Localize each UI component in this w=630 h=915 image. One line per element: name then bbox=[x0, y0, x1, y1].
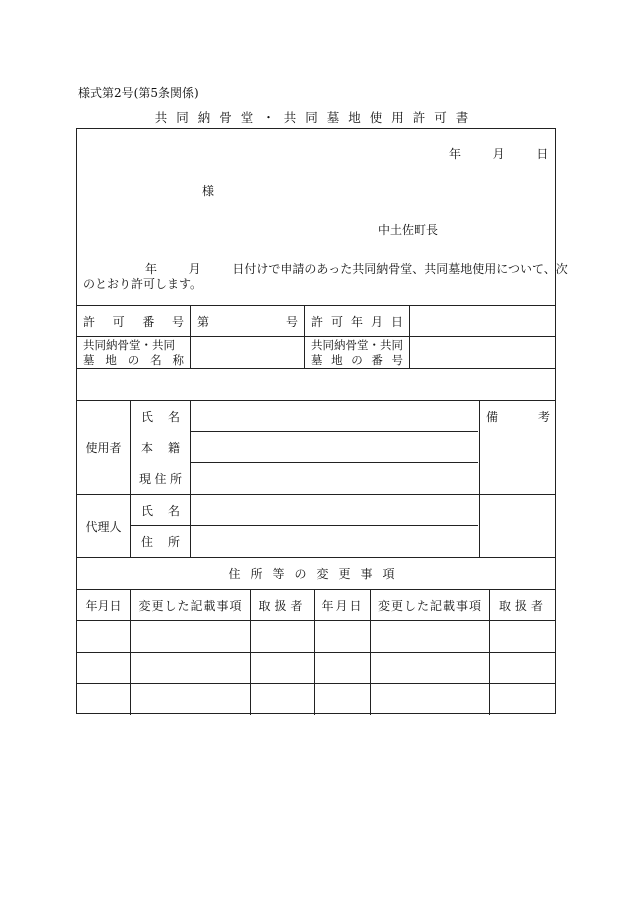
permit-number-label bbox=[77, 306, 190, 336]
agent-section-label: 代理人 bbox=[85, 519, 122, 534]
blank-row[interactable] bbox=[77, 369, 556, 400]
document-title: 共同納骨堂・共同墓地使用許可書 bbox=[154, 110, 478, 125]
col-changed-entry-1: 変更した記載事項 bbox=[138, 598, 243, 613]
permit-form bbox=[76, 128, 568, 714]
col-date-1: 年月日 bbox=[85, 598, 122, 613]
col-changed-entry-2: 変更した記載事項 bbox=[377, 598, 482, 613]
char: 籍 bbox=[167, 440, 180, 455]
user-address-label bbox=[131, 463, 190, 494]
col-date-2: 年月日 bbox=[321, 598, 364, 613]
user-address-value[interactable] bbox=[191, 463, 479, 494]
notice-line-2: のとおり許可します。 bbox=[83, 277, 203, 291]
char: 名 bbox=[150, 352, 162, 367]
char: 墓 bbox=[311, 352, 323, 367]
agent-address-value[interactable] bbox=[191, 526, 479, 557]
change-row[interactable] bbox=[77, 621, 556, 652]
char: 可 bbox=[330, 314, 343, 329]
dai-prefix: 第 bbox=[197, 314, 210, 329]
col-handler-1: 取扱者 bbox=[258, 598, 307, 613]
agent-name-value[interactable] bbox=[191, 495, 479, 525]
char: 氏 bbox=[141, 503, 154, 518]
col-handler-2: 取扱者 bbox=[498, 598, 547, 613]
char: 月 bbox=[370, 314, 383, 329]
form-id: 様式第2号(第5条関係) bbox=[78, 86, 199, 100]
permit-number-value[interactable] bbox=[191, 306, 304, 336]
char: 地 bbox=[105, 352, 117, 367]
facility-name-label-line2 bbox=[83, 353, 184, 368]
notice-line-1 bbox=[145, 260, 568, 277]
agent-address-label bbox=[131, 526, 190, 557]
user-name-value[interactable] bbox=[191, 401, 479, 431]
char: 名 bbox=[167, 409, 180, 424]
char: 本 bbox=[141, 440, 154, 455]
facility-name-value[interactable] bbox=[191, 337, 304, 368]
char: 許 bbox=[83, 314, 96, 329]
changes-heading: 住所等の変更事項 bbox=[228, 567, 405, 581]
issuer-name: 中土佐町長 bbox=[378, 223, 439, 237]
date-line bbox=[449, 145, 548, 162]
date-month: 月 bbox=[492, 147, 505, 161]
facility-name-label bbox=[77, 337, 190, 368]
facility-name-label-line1: 共同納骨堂・共同 bbox=[83, 337, 175, 352]
char: 氏 bbox=[141, 409, 154, 424]
char: 日 bbox=[390, 314, 403, 329]
char: 考 bbox=[537, 409, 550, 424]
permit-date-value[interactable] bbox=[410, 306, 556, 336]
char: 名 bbox=[167, 503, 180, 518]
agent-name-label bbox=[131, 495, 190, 525]
facility-number-label bbox=[305, 337, 409, 368]
user-section-label: 使用者 bbox=[85, 441, 122, 455]
facility-number-label-line2 bbox=[311, 353, 403, 368]
char: の bbox=[127, 352, 140, 367]
permit-date-label bbox=[305, 306, 409, 336]
facility-number-label-line1: 共同納骨堂・共同 bbox=[311, 337, 403, 352]
char: 年 bbox=[350, 314, 363, 329]
user-name-label bbox=[131, 401, 190, 431]
char: 備 bbox=[486, 409, 499, 424]
user-domicile-value[interactable] bbox=[191, 432, 479, 462]
char: 称 bbox=[172, 352, 184, 367]
user-domicile-label bbox=[131, 432, 190, 462]
notice-year: 年 bbox=[145, 262, 158, 276]
char: 所 bbox=[167, 535, 180, 549]
change-row[interactable] bbox=[77, 653, 556, 683]
remarks-value[interactable] bbox=[480, 432, 556, 557]
remarks-label bbox=[480, 401, 556, 431]
char: 住 bbox=[154, 472, 167, 486]
char: 可 bbox=[112, 314, 125, 329]
char: 墓 bbox=[83, 352, 95, 367]
char: 番 bbox=[371, 352, 383, 367]
notice-month: 月 bbox=[188, 262, 201, 276]
char: の bbox=[351, 352, 363, 367]
change-row[interactable] bbox=[77, 684, 556, 714]
date-day: 日 bbox=[536, 147, 549, 161]
char: 所 bbox=[169, 472, 182, 486]
char: 号 bbox=[391, 352, 403, 367]
facility-number-value[interactable] bbox=[410, 337, 556, 368]
notice-text: 日付けで申請のあった共同納骨堂、共同墓地使用について、次 bbox=[232, 262, 568, 276]
char: 番 bbox=[142, 314, 155, 329]
char: 現 bbox=[139, 472, 152, 486]
char: 住 bbox=[141, 535, 154, 549]
char: 号 bbox=[171, 314, 184, 329]
char: 許 bbox=[311, 314, 324, 329]
char: 地 bbox=[331, 352, 343, 367]
go-suffix: 号 bbox=[285, 314, 298, 329]
recipient-suffix: 様 bbox=[202, 184, 215, 198]
date-year: 年 bbox=[449, 147, 462, 161]
